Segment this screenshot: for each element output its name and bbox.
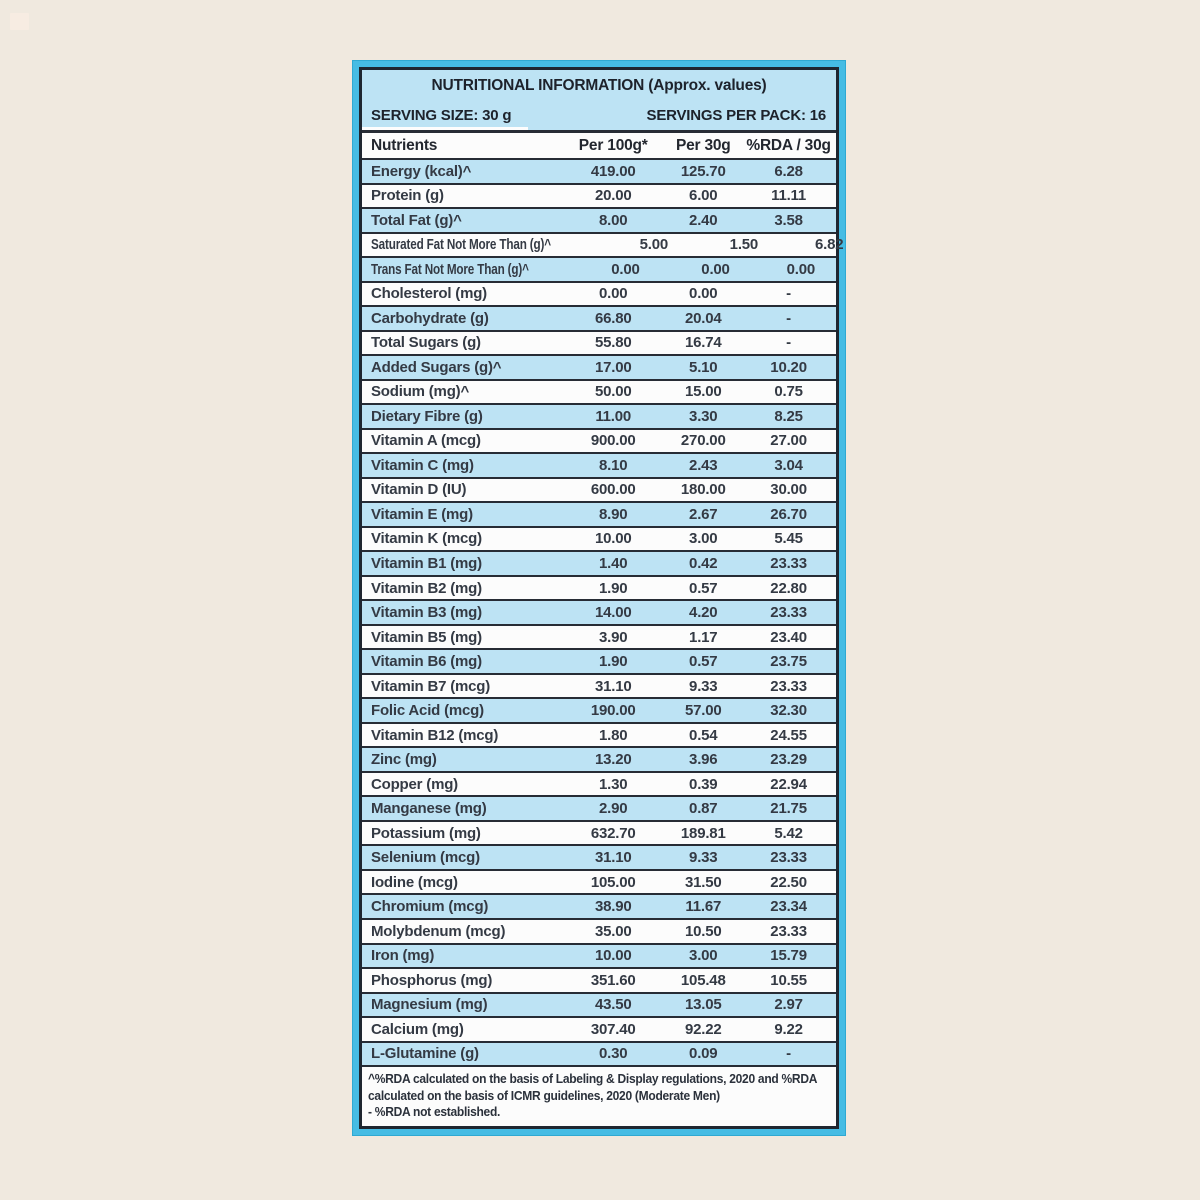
rda-cell: 6.82	[814, 236, 844, 254]
serving-info-bar	[362, 101, 836, 130]
per-30g-cell: 9.33	[689, 849, 718, 867]
nutrient-name-cell: Vitamin B12 (mcg)	[371, 726, 499, 744]
nutrient-name-cell: Total Sugars (g)	[371, 334, 481, 352]
per-100g-cell: 1.30	[599, 775, 628, 793]
nutrient-name-cell: Potassium (mg)	[371, 824, 481, 842]
per-100g-cell: 105.00	[590, 873, 636, 891]
table-row	[362, 820, 836, 845]
nutrient-name-cell: Vitamin E (mg)	[371, 505, 473, 523]
table-row	[362, 844, 836, 869]
table-row	[362, 648, 836, 673]
per-30g-cell: 0.00	[701, 260, 730, 278]
table-row	[362, 281, 836, 306]
footnote-line: - %RDA not established.	[368, 1104, 501, 1120]
per-30g-cell: 2.40	[689, 211, 718, 229]
table-row	[362, 477, 836, 502]
nutrient-name-cell: Cholesterol (mg)	[371, 285, 487, 303]
rda-cell: 24.55	[770, 726, 807, 744]
table-row	[362, 550, 836, 575]
table-row	[362, 697, 836, 722]
nutrient-name-cell: Trans Fat Not More Than (g)^	[371, 260, 529, 278]
table-row	[362, 746, 836, 771]
per-30g-cell: 189.81	[680, 824, 726, 842]
rda-cell: 6.28	[774, 162, 803, 180]
per-30g-cell: 0.87	[689, 800, 718, 818]
table-row	[362, 330, 836, 355]
per-30g-cell: 3.96	[689, 751, 718, 769]
per-100g-cell: 0.00	[611, 260, 640, 278]
per-30g-cell: 10.50	[684, 922, 722, 940]
rda-cell: 8.25	[774, 407, 803, 425]
column-header-nutrients: Nutrients	[371, 136, 438, 154]
table-row	[362, 673, 836, 698]
per-30g-cell: 9.33	[689, 677, 718, 695]
per-100g-cell: 1.80	[599, 726, 628, 744]
table-row	[362, 943, 836, 968]
per-30g-cell: 2.43	[689, 456, 718, 474]
per-100g-cell: 419.00	[590, 162, 636, 180]
nutrient-name-cell: Magnesium (mg)	[371, 996, 488, 1014]
nutrient-name-cell: Vitamin B6 (mg)	[371, 653, 482, 671]
per-100g-cell: 1.40	[599, 555, 628, 572]
per-100g-cell: 11.00	[595, 407, 632, 425]
nutrient-name-cell: Sodium (mg)^	[371, 383, 470, 401]
per-30g-cell: 0.54	[689, 726, 718, 744]
table-row	[362, 599, 836, 624]
footnote-text	[368, 1071, 828, 1121]
per-100g-cell: 13.20	[594, 751, 632, 769]
rda-cell: -	[786, 334, 791, 352]
per-100g-cell: 50.00	[594, 383, 632, 401]
per-30g-cell: 180.00	[680, 481, 726, 499]
rda-cell: 32.30	[770, 702, 807, 720]
nutrient-name-cell: Vitamin C (mg)	[371, 456, 474, 474]
nutrition-panel-inner	[359, 67, 844, 1129]
per-30g-cell: 3.00	[689, 947, 718, 965]
corner-marker	[10, 13, 29, 30]
column-header-rda: %RDA / 30g	[746, 136, 831, 154]
per-100g-cell: 8.10	[599, 456, 628, 474]
table-rows	[362, 158, 844, 1065]
rda-cell: 10.55	[770, 971, 807, 989]
rda-cell: 22.50	[770, 873, 807, 891]
nutrient-name-cell: Molybdenum (mcg)	[371, 922, 506, 940]
per-100g-cell: 31.10	[594, 677, 632, 695]
per-100g-cell: 66.80	[594, 309, 632, 327]
nutrient-name-cell: Vitamin B5 (mg)	[371, 628, 482, 646]
per-100g-cell: 600.00	[590, 481, 636, 499]
per-100g-cell: 8.00	[599, 211, 628, 229]
nutrient-name-cell: Vitamin K (mcg)	[371, 530, 482, 548]
per-100g-cell: 10.00	[594, 947, 632, 965]
table-row	[362, 1016, 836, 1041]
nutrient-name-cell: Iron (mg)	[371, 947, 435, 965]
table-row	[362, 893, 836, 918]
rda-cell: 3.58	[774, 211, 803, 229]
servings-per-pack-label: SERVINGS PER PACK: 16	[646, 107, 826, 124]
table-row	[362, 722, 836, 747]
per-30g-cell: 0.39	[689, 775, 718, 793]
per-100g-cell: 20.00	[594, 187, 632, 205]
per-30g-cell: 0.57	[689, 579, 718, 597]
nutrient-name-cell: Manganese (mg)	[371, 800, 487, 818]
nutrient-name-cell: Iodine (mcg)	[371, 873, 458, 891]
per-30g-cell: 5.10	[689, 358, 718, 376]
nutrient-name-cell: Selenium (mcg)	[371, 849, 480, 867]
table-header-row	[362, 130, 836, 158]
nutrient-name-cell: Carbohydrate (g)	[371, 309, 489, 327]
nutrient-name-cell: Vitamin D (IU)	[371, 481, 467, 499]
serving-size-label: SERVING SIZE: 30 g	[371, 107, 512, 124]
per-100g-cell: 5.00	[639, 236, 669, 254]
footnote	[362, 1065, 836, 1126]
rda-cell: 23.33	[770, 922, 807, 940]
nutrient-name-cell: Protein (g)	[371, 187, 444, 205]
per-30g-cell: 31.50	[684, 873, 722, 891]
nutrient-name-cell: Added Sugars (g)^	[371, 358, 502, 376]
rda-cell: 30.00	[770, 481, 807, 499]
per-30g-cell: 0.57	[689, 653, 718, 671]
per-30g-cell: 1.17	[689, 628, 718, 646]
table-row	[362, 354, 836, 379]
nutrition-panel	[352, 60, 846, 1136]
table-row	[362, 207, 836, 232]
table-row	[362, 575, 836, 600]
per-30g-cell: 6.00	[689, 187, 718, 205]
nutrient-name-cell: Chromium (mcg)	[371, 898, 489, 916]
per-100g-cell: 0.00	[599, 285, 628, 303]
nutrient-name-cell: Zinc (mg)	[371, 751, 437, 769]
per-30g-cell: 57.00	[684, 702, 722, 720]
panel-title: NUTRITIONAL INFORMATION (Approx. values)	[362, 70, 836, 101]
per-100g-cell: 31.10	[594, 849, 632, 867]
rda-cell: 23.40	[770, 628, 807, 646]
table-row	[362, 452, 836, 477]
nutrient-name-cell: Vitamin B2 (mg)	[371, 579, 482, 597]
nutrient-name-cell: Vitamin B7 (mcg)	[371, 677, 491, 695]
nutrient-name-cell: Calcium (mg)	[371, 1020, 464, 1038]
per-30g-cell: 2.67	[689, 505, 718, 523]
nutrient-name-cell: Total Fat (g)^	[371, 211, 462, 229]
table-row	[362, 183, 836, 208]
rda-cell: 0.00	[786, 260, 816, 278]
rda-cell: 23.33	[770, 604, 807, 622]
per-100g-cell: 0.30	[599, 1045, 628, 1063]
per-30g-cell: 20.04	[684, 309, 722, 327]
table-row	[362, 305, 836, 330]
table-row	[362, 624, 836, 649]
table-row	[362, 379, 836, 404]
table-row	[362, 795, 836, 820]
rda-cell: 23.33	[770, 555, 807, 572]
per-30g-cell: 1.50	[729, 236, 759, 254]
rda-cell: 23.75	[770, 653, 807, 671]
per-100g-cell: 900.00	[590, 432, 636, 450]
rda-cell: 21.75	[770, 800, 807, 818]
rda-cell: -	[786, 1045, 791, 1063]
serving-size-underline	[362, 127, 528, 130]
rda-cell: 10.20	[770, 358, 807, 376]
rda-cell: 23.34	[770, 898, 807, 916]
per-30g-cell: 0.00	[689, 285, 718, 303]
per-30g-cell: 3.00	[689, 530, 718, 548]
nutrient-name-cell: Vitamin A (mcg)	[371, 432, 481, 450]
rda-cell: -	[786, 309, 791, 327]
rda-cell: 2.97	[774, 996, 803, 1014]
per-100g-cell: 632.70	[590, 824, 636, 842]
per-30g-cell: 13.05	[684, 996, 722, 1014]
rda-cell: 9.22	[774, 1020, 803, 1038]
per-100g-cell: 307.40	[590, 1020, 636, 1038]
table-row	[362, 256, 836, 281]
rda-cell: 22.94	[770, 775, 807, 793]
nutrient-name-cell: Phosphorus (mg)	[371, 971, 493, 989]
table-row	[362, 158, 836, 183]
per-100g-cell: 8.90	[599, 505, 628, 523]
per-100g-cell: 17.00	[594, 358, 632, 376]
table-row	[362, 403, 836, 428]
column-header-per-30g: Per 30g	[675, 136, 731, 154]
nutrient-name-cell: Energy (kcal)^	[371, 162, 472, 180]
per-30g-cell: 125.70	[680, 162, 726, 180]
table-row	[362, 1041, 836, 1066]
rda-cell: 27.00	[770, 432, 807, 450]
per-30g-cell: 0.42	[689, 555, 718, 572]
rda-cell: -	[786, 285, 791, 303]
nutrient-name-cell: Vitamin B3 (mg)	[371, 604, 482, 622]
per-100g-cell: 43.50	[594, 996, 632, 1014]
per-100g-cell: 10.00	[594, 530, 632, 548]
per-30g-cell: 4.20	[689, 604, 718, 622]
per-100g-cell: 35.00	[594, 922, 632, 940]
table-row	[362, 992, 836, 1017]
column-header-per-100g: Per 100g*	[578, 136, 648, 154]
per-100g-cell: 190.00	[590, 702, 636, 720]
per-30g-cell: 15.00	[684, 383, 722, 401]
table-row	[362, 869, 836, 894]
per-100g-cell: 1.90	[599, 579, 628, 597]
rda-cell: 23.29	[770, 751, 807, 769]
table-row	[362, 967, 836, 992]
nutrient-name-cell: Vitamin B1 (mg)	[371, 555, 482, 572]
footnote-line: calculated on the basis of ICMR guidelines, 2020 (Moderate Men)	[368, 1087, 720, 1103]
per-30g-cell: 3.30	[689, 407, 718, 425]
nutrient-name-cell: Folic Acid (mcg)	[371, 702, 484, 720]
per-100g-cell: 1.90	[599, 653, 628, 671]
nutrient-name-cell: Copper (mg)	[371, 775, 458, 793]
nutrient-name-cell: Dietary Fibre (g)	[371, 407, 483, 425]
rda-cell: 3.04	[774, 456, 803, 474]
rda-cell: 23.33	[770, 849, 807, 867]
per-100g-cell: 14.00	[594, 604, 632, 622]
nutrient-name-cell: L-Glutamine (g)	[371, 1045, 479, 1063]
rda-cell: 22.80	[770, 579, 807, 597]
per-30g-cell: 270.00	[680, 432, 726, 450]
table-row	[362, 232, 844, 257]
per-100g-cell: 351.60	[590, 971, 636, 989]
per-30g-cell: 11.67	[685, 898, 722, 916]
per-100g-cell: 38.90	[594, 898, 632, 916]
table-row	[362, 526, 836, 551]
table-row	[362, 771, 836, 796]
per-100g-cell: 3.90	[599, 628, 628, 646]
nutrient-name-cell: Saturated Fat Not More Than (g)^	[371, 236, 551, 254]
per-30g-cell: 16.74	[684, 334, 722, 352]
table-row	[362, 918, 836, 943]
per-30g-cell: 0.09	[689, 1045, 718, 1063]
table-row	[362, 428, 836, 453]
rda-cell: 15.79	[770, 947, 807, 965]
rda-cell: 0.75	[774, 383, 803, 401]
per-100g-cell: 55.80	[594, 334, 632, 352]
rda-cell: 11.11	[771, 187, 807, 205]
footnote-line: ^%RDA calculated on the basis of Labeling & Display regulations, 2020 and %RDA	[368, 1071, 818, 1087]
table-row	[362, 501, 836, 526]
rda-cell: 5.45	[774, 530, 803, 548]
per-30g-cell: 105.48	[680, 971, 726, 989]
per-30g-cell: 92.22	[684, 1020, 722, 1038]
rda-cell: 23.33	[770, 677, 807, 695]
per-100g-cell: 2.90	[599, 800, 628, 818]
rda-cell: 26.70	[770, 505, 807, 523]
rda-cell: 5.42	[774, 824, 803, 842]
